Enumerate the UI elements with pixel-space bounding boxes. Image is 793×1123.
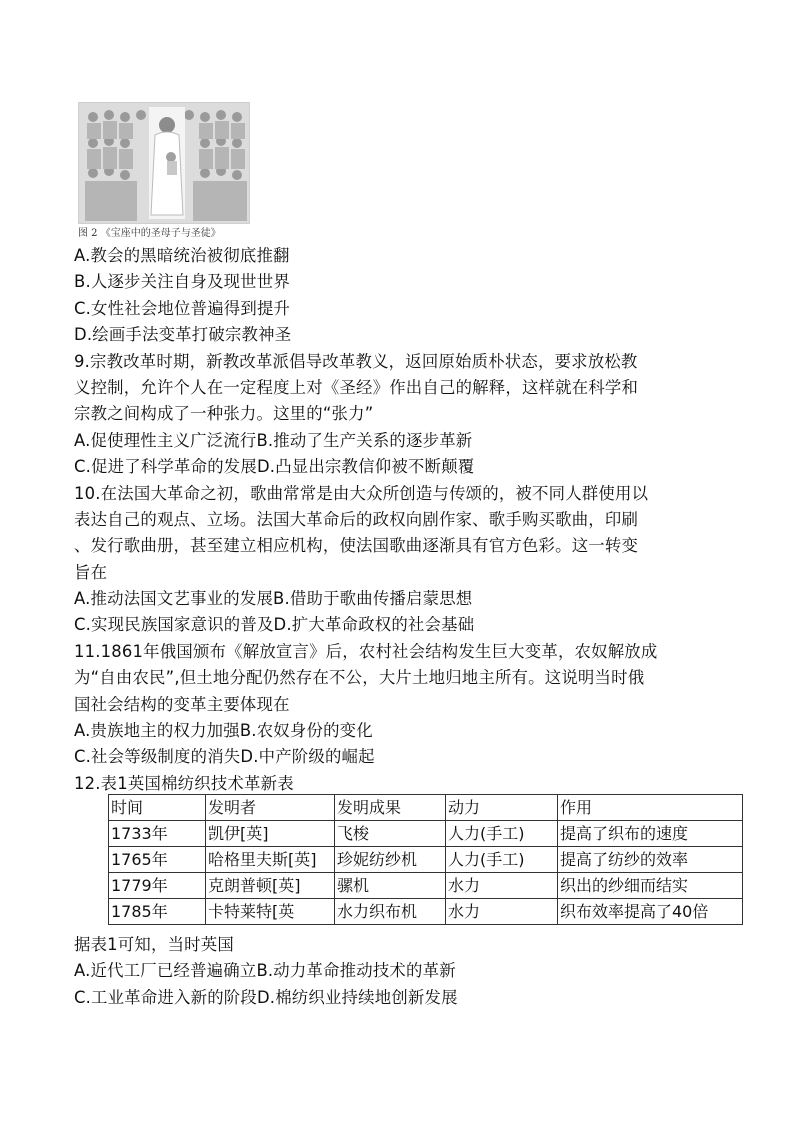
table-cell: 水力	[446, 873, 558, 899]
table-cell: 哈格里夫斯[英]	[206, 847, 335, 873]
q8-option-b: B.人逐步关注自身及现世世界	[74, 272, 290, 292]
table-cell: 1785年	[109, 899, 206, 925]
table-cell: 织布效率提高了40倍	[558, 899, 743, 925]
q10-stem-line: 旨在	[74, 562, 108, 582]
q11-stem-line: 11.1861年俄国颁布《解放宣言》后，农村社会结构发生巨大变革，农奴解放成	[74, 641, 658, 661]
table-header-cell: 时间	[109, 795, 206, 821]
q11-stem-line: 为“自由农民”,但土地分配仍然存在不公，大片土地归地主所有。这说明当时俄	[74, 668, 645, 688]
q10-stem-line: 表达自己的观点、立场。法国大革命后的政权向剧作家、歌手购买歌曲，印刷	[74, 509, 639, 529]
q11-options-cd: C.社会等级制度的消失D.中产阶级的崛起	[74, 747, 375, 767]
questions-8-to-11	[74, 243, 754, 797]
q12-title: 12.表1英国棉纺织技术革新表	[74, 773, 294, 793]
table-cell: 珍妮纺纱机	[335, 847, 446, 873]
q9-options-cd: C.促进了科学革命的发展D.凸显出宗教信仰被不断颠覆	[74, 457, 475, 477]
table-cell: 飞梭	[335, 821, 446, 847]
q9-stem-line: 义控制，允许个人在一定程度上对《圣经》作出自己的解释，这样就在科学和	[74, 377, 639, 397]
q9-stem-line: 9.宗教改革时期，新教改革派倡导改革教义，返回原始质朴状态，要求放松教	[74, 351, 638, 371]
question-12-followup	[74, 932, 754, 1011]
q10-stem-line: 10.在法国大革命之初，歌曲常常是由大众所创造与传颂的，被不同人群使用以	[74, 483, 649, 503]
q10-options-ab: A.推动法国文艺事业的发展B.借助于歌曲传播启蒙思想	[74, 589, 473, 609]
q12-options-cd: C.工业革命进入新的阶段D.棉纺织业持续地创新发展	[74, 987, 458, 1007]
table-header-row	[109, 795, 743, 821]
table-cell: 人力(手工)	[446, 821, 558, 847]
q12-stem-after: 据表1可知，当时英国	[74, 935, 234, 954]
table-cell: 织出的纱细而结实	[558, 873, 743, 899]
table-row	[109, 821, 743, 847]
table-cell: 提高了织布的速度	[558, 821, 743, 847]
table-row	[109, 899, 743, 925]
q8-option-d: D.绘画手法变革打破宗教神圣	[74, 325, 292, 345]
painting-illustration	[79, 103, 249, 223]
q11-options-ab: A.贵族地主的权力加强B.农奴身份的变化	[74, 721, 373, 741]
table-cell: 1779年	[109, 873, 206, 899]
q9-options-ab: A.促使理性主义广泛流行B.推动了生产关系的逐步革新	[74, 430, 473, 450]
table-cell: 水力织布机	[335, 899, 446, 925]
q8-option-a: A.教会的黑暗统治被彻底推翻	[74, 246, 290, 265]
table-cell: 水力	[446, 899, 558, 925]
q10-options-cd: C.实现民族国家意识的普及D.扩大革命政权的社会基础	[74, 615, 475, 635]
table-row	[109, 847, 743, 873]
table-header-cell: 发明者	[206, 795, 335, 821]
table-row	[109, 873, 743, 899]
figure-caption: 图 2 《宝座中的圣母子与圣徒》	[78, 228, 221, 239]
table-header-cell: 发明成果	[335, 795, 446, 821]
table-header-cell: 动力	[446, 795, 558, 821]
q12-options-ab: A.近代工厂已经普遍确立B.动力革命推动技术的革新	[74, 961, 456, 981]
table-cell: 克朗普顿[英]	[206, 873, 335, 899]
table-cell: 1733年	[109, 821, 206, 847]
cotton-tech-table	[108, 794, 743, 925]
table-cell: 1765年	[109, 847, 206, 873]
q8-option-c: C.女性社会地位普遍得到提升	[74, 298, 291, 318]
table-header-cell: 作用	[558, 795, 743, 821]
q11-stem-line: 国社会结构的变革主要体现在	[74, 694, 290, 714]
table-cell: 提高了纺纱的效率	[558, 847, 743, 873]
madonna-painting-image	[78, 102, 250, 224]
table-cell: 凯伊[英]	[206, 821, 335, 847]
q9-stem-line: 宗教之间构成了一种张力。这里的“张力”	[74, 404, 374, 424]
table-cell: 骡机	[335, 873, 446, 899]
table-cell: 卡特莱特[英	[206, 899, 335, 925]
q10-stem-line: 、发行歌曲册，甚至建立相应机构，使法国歌曲逐渐具有官方色彩。这一转变	[74, 536, 639, 556]
table-cell: 人力(手工)	[446, 847, 558, 873]
